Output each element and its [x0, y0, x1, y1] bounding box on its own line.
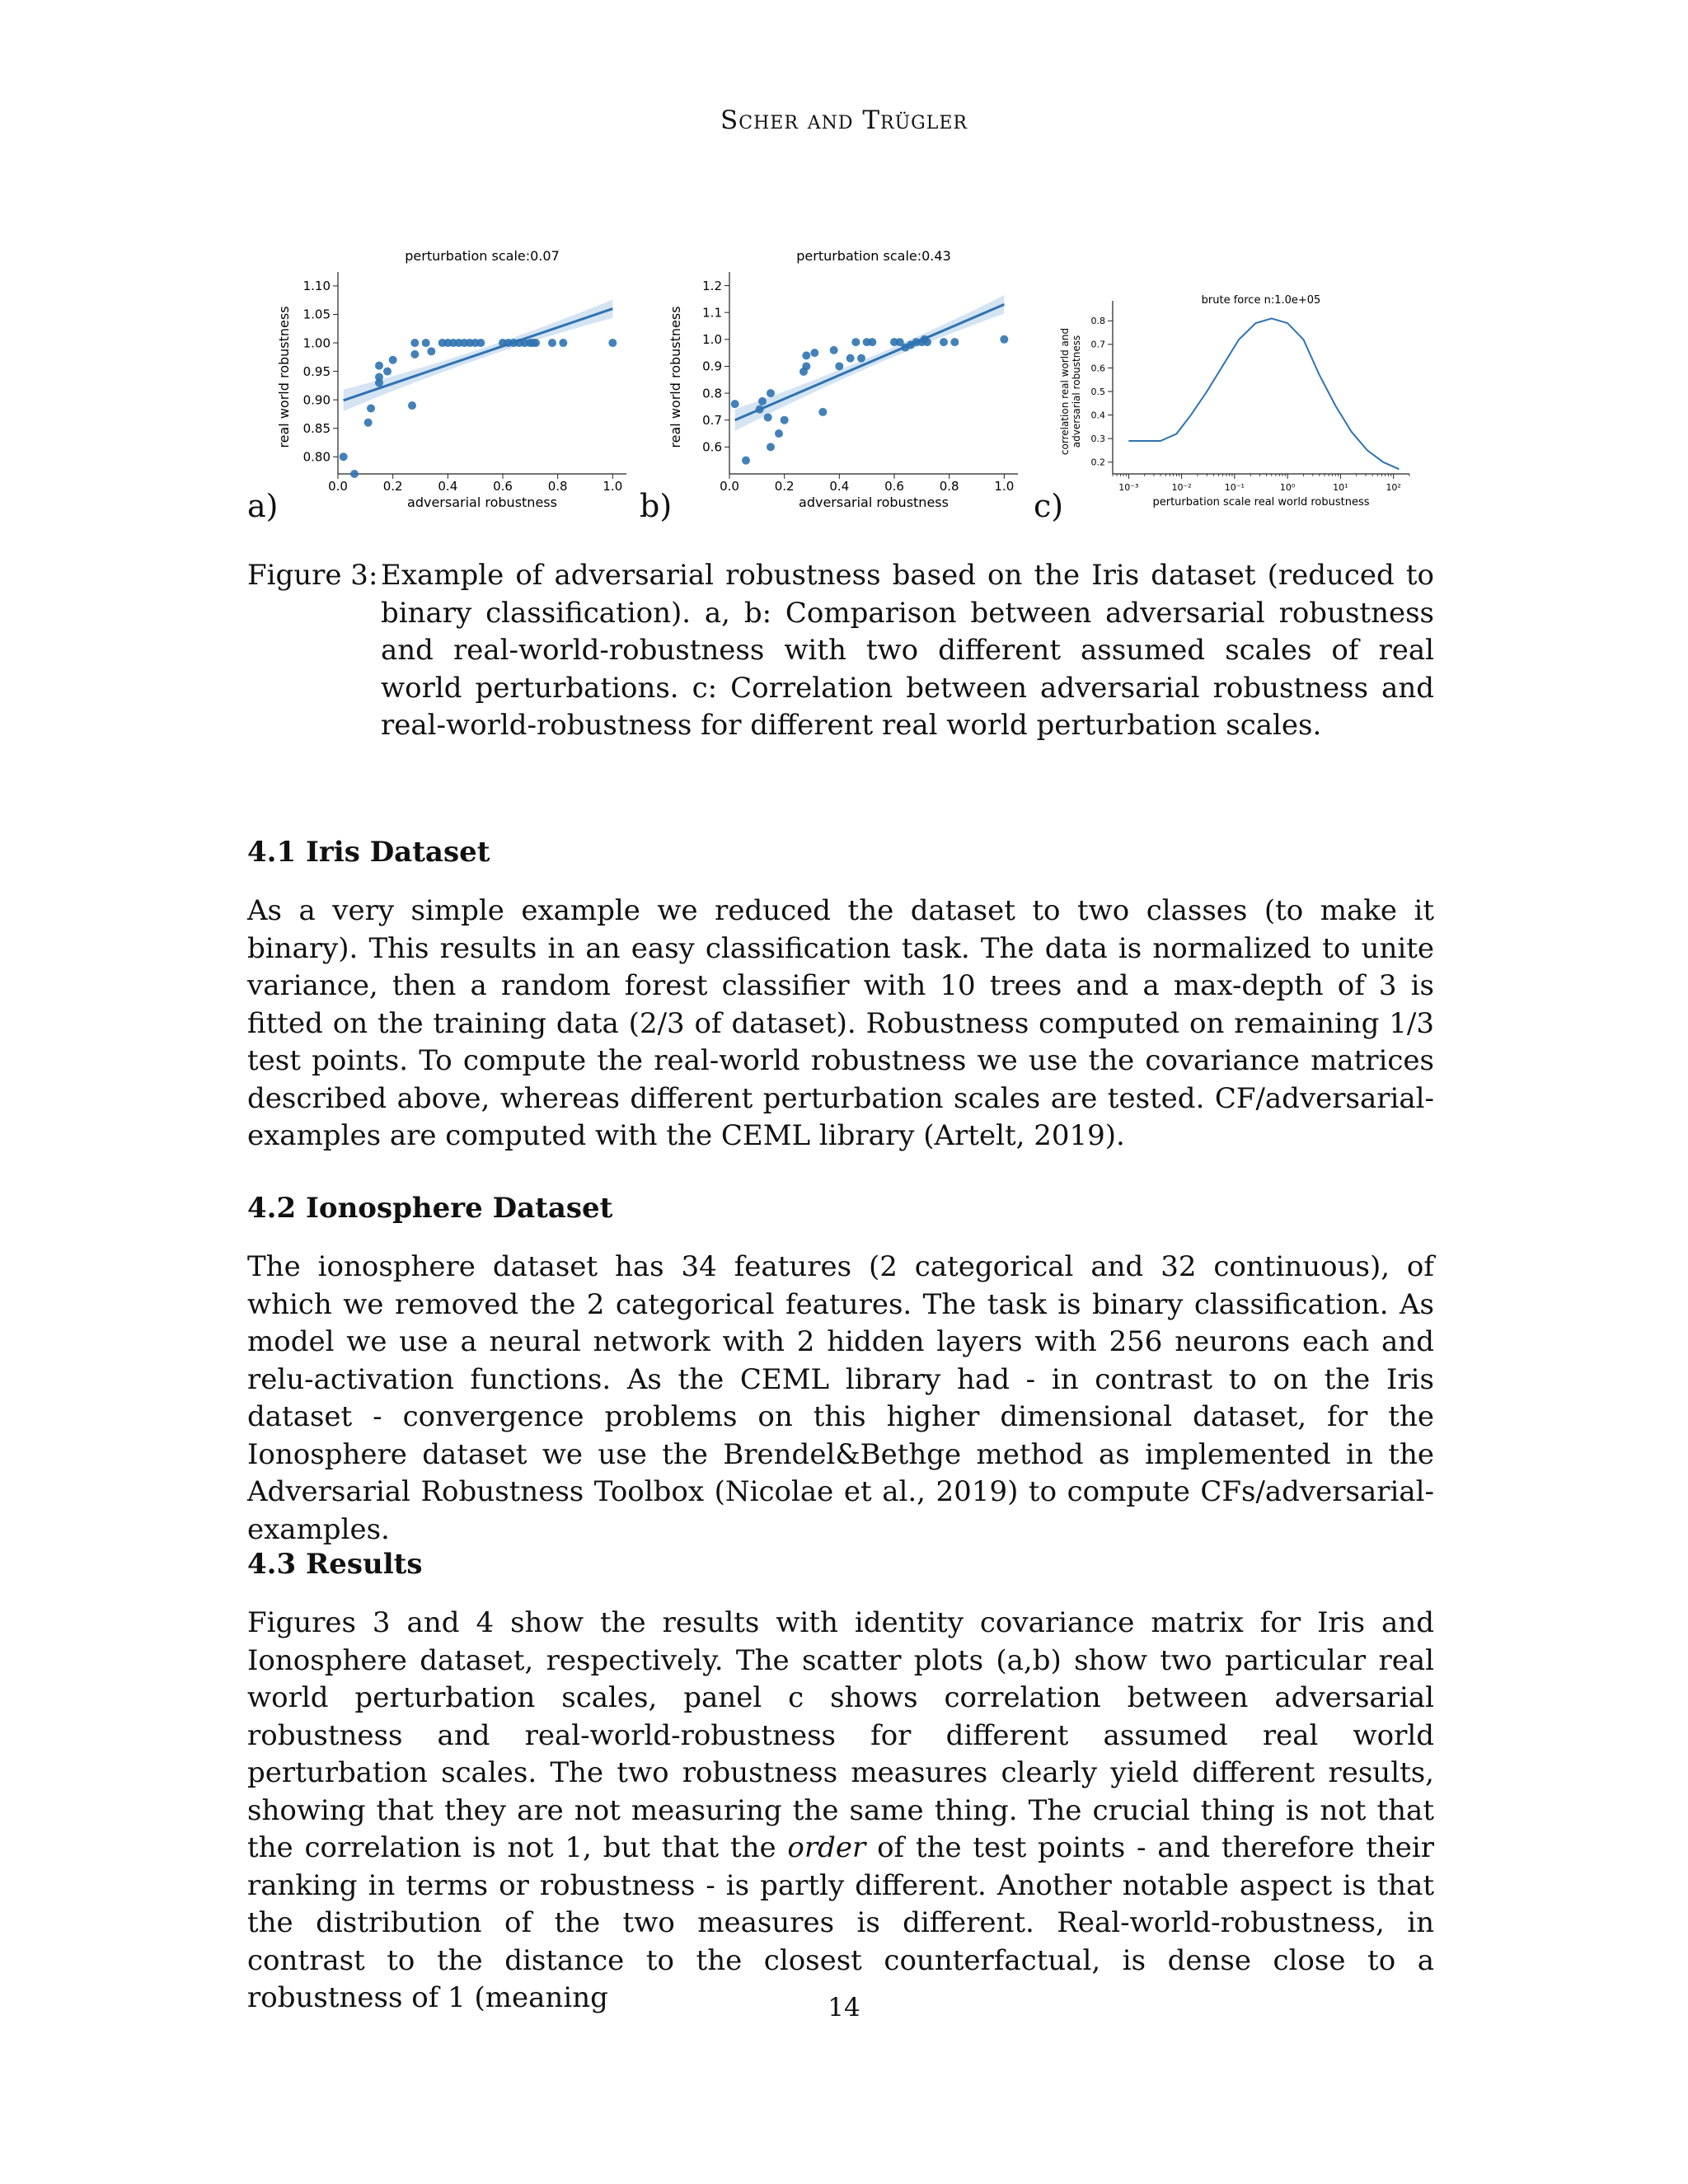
x-axis-label: perturbation scale real world robustness	[1152, 496, 1370, 509]
section-body-ionosphere: The ionosphere dataset has 34 features (2 categorical and 32 continuous), of which we removed the 2 categorical features. The task is binary classification. As model we use a neural network with 2 hidden layers with 256 neurons each and relu-activation functions. As the CEML library had - in contrast to on the Iris dataset - convergence problems on this higher dimensional dataset, for the Ionosphere dataset we use the Brendel&Bethge method as implemented in the Adversarial Robustness Toolbox (Nicolae et al., 2019) to compute CFs/adversarial-examples.	[247, 1250, 1434, 1546]
data-point	[476, 339, 485, 347]
section-title-results: 4.3 Results	[247, 1548, 423, 1581]
data-point	[408, 401, 416, 410]
data-point	[767, 389, 775, 397]
data-point	[532, 339, 540, 347]
y-tick-label: 0.4	[1090, 410, 1105, 421]
figure-panel-b	[663, 239, 1026, 519]
y-tick-label: 1.05	[302, 307, 331, 322]
panel-label-b: b)	[640, 488, 673, 524]
data-point	[389, 356, 397, 364]
data-point	[742, 457, 750, 465]
data-point	[608, 339, 617, 347]
line-chart-c	[1055, 239, 1418, 519]
figure-panel-a	[272, 239, 635, 519]
running-header: Scher and Trügler	[720, 105, 968, 135]
x-tick-label: 10⁻³	[1118, 482, 1139, 493]
figure-caption	[247, 557, 1434, 745]
data-point	[350, 470, 359, 478]
data-point	[731, 400, 739, 408]
x-tick-label: 1.0	[603, 479, 623, 494]
data-point	[367, 405, 375, 413]
data-point	[1000, 335, 1008, 344]
x-tick-label: 0.2	[774, 479, 795, 494]
results-text-part1: Figures 3 and 4 show the results with identity covariance matrix for Iris and Ionosphere dataset, respectively. The scatter plots (a,b) show two particular real world perturbation scales, panel c shows correlation between adversarial robustness and real-world-robustness for different assumed real world perturbation scales. The two robustness measures clearly yield different results, showing that they are not measuring the same thing. The crucial thing is not that the correlation is not 1, but that the	[247, 1606, 1434, 1864]
data-point	[758, 397, 767, 405]
x-tick-label: 0.0	[720, 479, 739, 494]
chart-title: perturbation scale:0.43	[796, 248, 951, 264]
y-axis-label: real world robustness	[276, 306, 292, 448]
data-point	[767, 443, 775, 451]
section-title-iris: 4.1 Iris Dataset	[247, 836, 490, 869]
y-tick-label: 0.6	[702, 439, 722, 455]
data-point	[810, 349, 818, 357]
data-point	[950, 338, 959, 346]
data-point	[818, 408, 827, 416]
x-tick-label: 0.8	[939, 479, 959, 494]
data-point	[802, 362, 810, 370]
results-text-part2: of the test points - and therefore their ranking in terms or robustness - is partly different. Another notable aspect is that the distribution of the two measures is different. Real-world-robustness, in contrast to the distance to the closest counterfactual, is dense close to a robustness of 1 (meaning	[247, 1831, 1435, 2014]
y-tick-label: 0.2	[1090, 457, 1105, 468]
y-axis-label: real world robustness	[668, 306, 683, 448]
x-tick-label: 10⁰	[1279, 482, 1296, 493]
data-point	[375, 362, 383, 370]
x-tick-label: 10²	[1386, 482, 1401, 493]
data-point	[559, 339, 567, 347]
data-point	[868, 338, 876, 346]
data-point	[364, 419, 373, 427]
correlation-line	[1128, 318, 1399, 469]
data-point	[410, 350, 419, 359]
figure-panel-c	[1055, 239, 1418, 519]
y-tick-label: 0.8	[1090, 316, 1105, 327]
y-tick-label: 0.7	[702, 412, 722, 428]
results-emphasis: order	[787, 1831, 866, 1864]
y-tick-label: 0.80	[302, 449, 331, 465]
page-number: 14	[828, 1993, 860, 2022]
regression-line	[344, 309, 613, 401]
x-tick-label: 0.6	[493, 479, 513, 494]
caption-text: Example of adversarial robustness based on the Iris dataset (reduced to binary classification). a, b: Comparison between adversarial robustness and real-world-robustness with two different assumed scales of real world perturbations. c: Correlation between adversarial robustness and real-world-robustness for different real world perturbation scales.	[381, 559, 1434, 742]
y-tick-label: 0.5	[1090, 386, 1105, 397]
data-point	[830, 346, 838, 354]
section-title-ionosphere: 4.2 Ionosphere Dataset	[247, 1192, 613, 1225]
data-point	[410, 339, 419, 347]
x-tick-label: 10⁻¹	[1224, 482, 1245, 493]
y-tick-label: 0.95	[302, 363, 331, 379]
chart-title: perturbation scale:0.07	[405, 248, 560, 264]
y-axis-label-line1: correlation real world and	[1059, 327, 1071, 456]
y-tick-label: 1.0	[702, 332, 722, 348]
x-tick-label: 0.4	[829, 479, 850, 494]
x-axis-label: adversarial robustness	[407, 494, 557, 510]
data-point	[781, 416, 789, 424]
y-tick-label: 0.3	[1090, 433, 1105, 444]
x-tick-label: 0.2	[382, 479, 403, 494]
caption-label: Figure 3:	[247, 559, 378, 592]
y-tick-label: 0.7	[1090, 339, 1105, 350]
y-tick-label: 1.2	[702, 278, 722, 293]
data-point	[940, 338, 948, 346]
data-point	[375, 373, 383, 382]
y-tick-label: 0.85	[302, 420, 331, 436]
data-point	[422, 339, 430, 347]
data-point	[775, 429, 783, 438]
panel-label-a: a)	[247, 488, 279, 524]
data-point	[548, 339, 556, 347]
x-tick-label: 0.6	[884, 479, 904, 494]
chart-title: brute force n:1.0e+05	[1201, 294, 1321, 307]
x-axis-label: adversarial robustness	[799, 494, 949, 510]
y-tick-label: 0.9	[702, 359, 722, 374]
y-tick-label: 0.90	[302, 392, 331, 408]
x-tick-label: 1.0	[994, 479, 1015, 494]
panel-label-c: c)	[1034, 488, 1064, 524]
scatter-chart-b	[663, 239, 1026, 519]
y-axis-label-line2: adversarial robustness	[1071, 335, 1082, 448]
data-point	[851, 338, 860, 346]
data-point	[846, 354, 855, 363]
y-tick-label: 1.1	[702, 305, 722, 321]
x-tick-label: 10¹	[1333, 482, 1348, 493]
scatter-chart-a	[272, 239, 635, 519]
data-point	[383, 368, 392, 376]
x-tick-label: 0.4	[438, 479, 458, 494]
y-tick-label: 0.8	[702, 386, 722, 401]
data-point	[802, 351, 810, 359]
regression-line	[735, 304, 1005, 419]
section-body-results	[247, 1605, 1434, 2018]
data-point	[764, 413, 772, 421]
x-tick-label: 0.8	[547, 479, 568, 494]
y-tick-label: 1.10	[302, 279, 331, 294]
section-body-iris: As a very simple example we reduced the dataset to two classes (to make it binary). This results in an easy classification task. The data is normalized to unite variance, then a random forest classifier with 10 trees and a max-depth of 3 is fitted on the training data (2/3 of dataset). Robustness computed on remaining 1/3 test points. To compute the real-world robustness we use the covariance matrices described above, whereas different perturbation scales are tested. CF/adversarial-examples are computed with the CEML library (Artelt, 2019).	[247, 894, 1434, 1152]
data-point	[340, 452, 348, 461]
data-point	[857, 354, 865, 363]
x-tick-label: 0.0	[328, 479, 348, 494]
y-tick-label: 1.00	[302, 335, 331, 351]
data-point	[835, 362, 843, 370]
x-tick-label: 10⁻²	[1171, 482, 1192, 493]
data-point	[427, 347, 435, 355]
y-tick-label: 0.6	[1090, 363, 1105, 374]
